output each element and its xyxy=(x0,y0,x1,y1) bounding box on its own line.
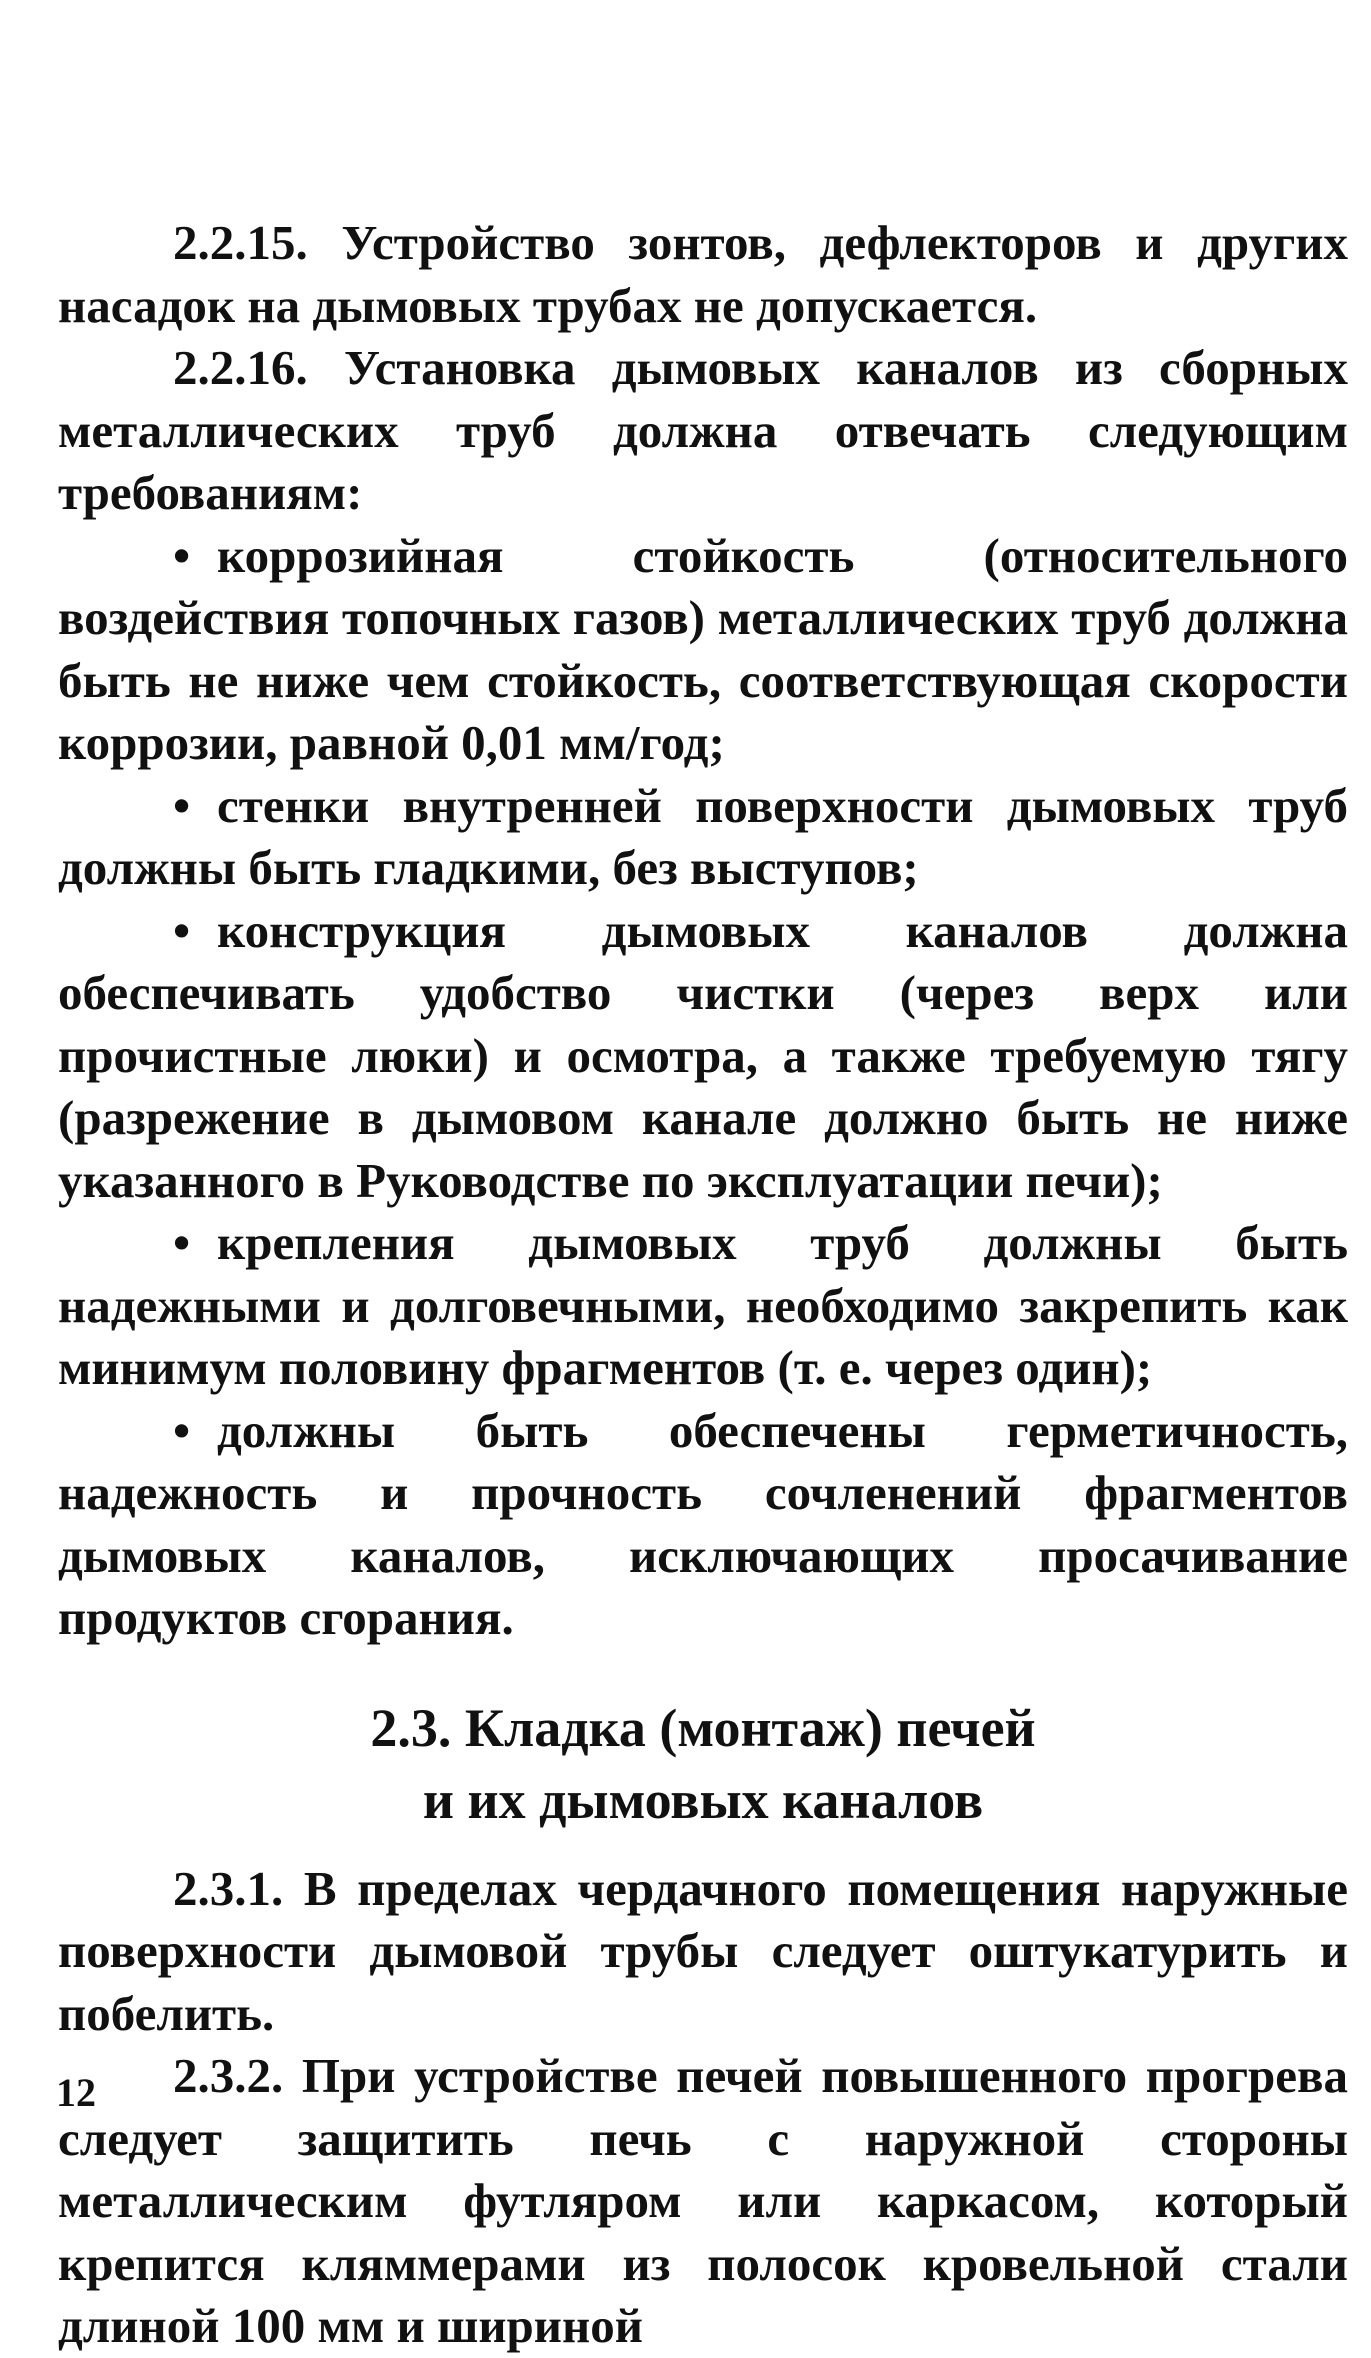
section-heading-line-1: 2.3. Кладка (монтаж) печей xyxy=(370,1697,1036,1758)
paragraph-2-2-16: 2.2.16. Установка дымовых каналов из сборных металлических труб должна отвечать следующим требованиям: xyxy=(58,340,1348,520)
paragraph-2-3-2: 2.3.2. При устройстве печей повышенного прогрева следует защитить печь с наружной стороны металлическим футляром или каркасом, который крепится кляммерами из полосок кровельной стали длиной 100 мм и шириной xyxy=(58,2048,1348,2353)
bullet-item xyxy=(58,525,1348,775)
bullet-icon: • xyxy=(173,902,191,958)
bullet-text: стенки внутренней поверхности дымовых труб должны быть гладкими, без выступов; xyxy=(58,777,1348,895)
section-heading-2-3 xyxy=(58,1692,1348,1836)
bullet-text: конструкция дымовых каналов должна обеспечивать удобство чистки (через верх или прочистные люки) и осмотра, а также требуемую тягу (разрежение в дымовом канале должно быть не ниже указанного в Руководстве по эксплуатации печи); xyxy=(58,902,1348,1208)
paragraph-2-3-1: 2.3.1. В пределах чердачного помещения наружные поверхности дымовой трубы следует оштукатурить и побелить. xyxy=(58,1860,1348,2041)
page-number: 12 xyxy=(56,2070,96,2115)
page-text-body xyxy=(58,212,1348,2358)
bullet-item xyxy=(58,1212,1348,1400)
bullet-icon: • xyxy=(173,1402,191,1458)
bullet-item xyxy=(58,775,1348,900)
bullet-icon: • xyxy=(173,527,191,583)
bullet-item xyxy=(58,900,1348,1213)
bullet-icon: • xyxy=(173,1215,191,1270)
bullet-text: крепления дымовых труб должны быть надежными и долговечными, необходимо закрепить как минимум половину фрагментов (т. е. через один); xyxy=(58,1215,1348,1395)
section-heading-line-2: и их дымовых каналов xyxy=(422,1769,984,1830)
bullet-icon: • xyxy=(173,777,191,833)
paragraph-2-2-15: 2.2.15. Устройство зонтов, дефлекторов и других насадок на дымовых трубах не допускается. xyxy=(58,215,1348,333)
bullet-text: должны быть обеспечены герметичность, надежность и прочность сочленений фрагментов дымовых каналов, исключающих просачивание продуктов сгорания. xyxy=(58,1402,1348,1645)
bullet-text: коррозийная стойкость (относительного воздействия топочных газов) металлических труб должна быть не ниже чем стойкость, соответствующая скорости коррозии, равной 0,01 мм/год; xyxy=(58,527,1348,770)
bullet-item xyxy=(58,1400,1348,1650)
